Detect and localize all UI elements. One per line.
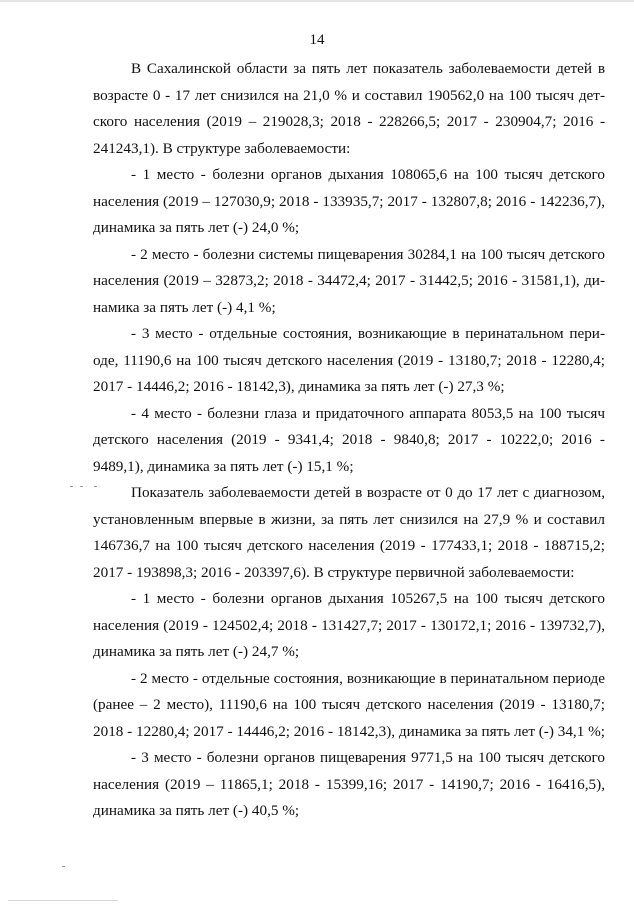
list-item-place-3-perinatal: - 3 место - отдельные состояния, возникающие в перинатальном периоде, 11190,6 на 100 тысяч детского населения (2019 - 13180,7; 2018 - 12280,4; 2017 - 14446,2; 2016 - 18142,3), динамика за пять лет (-) 27,3 %; xyxy=(93,325,605,395)
scan-edge-bottom xyxy=(8,900,118,901)
paragraph-overall-morbidity: В Сахалинской области за пять лет показатель заболеваемости детей в возрасте 0 - 17 лет снизился на 21,0 % и составил 190562,0 на 100 тысяч детского населения (2019 – 219028,3; 2018 - 228266,5; 2017 - 230904,7; 2016 - 241243,1). В структуре заболеваемости: xyxy=(93,60,605,157)
list-item-place-4-eye: - 4 место - болезни глаза и придаточного аппарата 8053,5 на 100 тысяч детского населения (2019 - 9341,4; 2018 - 9840,8; 2017 - 10222,0; 2016 - 9489,1), динамика за пять лет (-) 15,1 %; xyxy=(93,404,605,475)
scan-speck xyxy=(94,486,97,487)
paragraph-primary-morbidity: Показатель заболеваемости детей в возрасте от 0 до 17 лет с диагнозом, установленным впервые в жизни, за пять лет снизился на 27,9 % и составил 146736,7 на 100 тысяч детского населения (2019 - 177433,1; 2018 - 188715,2; 2017 - 193898,3; 2016 - 203397,6). В структуре первичной заболеваемости: xyxy=(93,484,605,581)
scan-speck xyxy=(70,486,73,487)
list-item-place-2-digestive: - 2 место - болезни системы пищеварения 30284,1 на 100 тысяч детского населения (2019 – 32873,2; 2018 - 34472,4; 2017 - 31442,5; 2016 - 31581,1), динамика за пять лет (-) 4,1 %; xyxy=(93,245,605,316)
scan-speck xyxy=(80,486,83,487)
scan-speck xyxy=(62,866,65,867)
list-item-place-1-respiratory: - 1 место - болезни органов дыхания 108065,6 на 100 тысяч детского населения (2019 – 127030,9; 2018 - 133935,7; 2017 - 132807,8; 2016 - 142236,7), динамика за пять лет (-) 24,0 %; xyxy=(93,166,605,236)
list-item-primary-place-1-respiratory: - 1 место - болезни органов дыхания 105267,5 на 100 тысяч детского населения (2019 - 124502,4; 2018 - 131427,7; 2017 - 130172,1; 2016 - 139732,7), динамика за пять лет (-) 24,7 %; xyxy=(93,590,605,660)
list-item-primary-place-2-perinatal: - 2 место - отдельные состояния, возникающие в перинатальном периоде (ранее – 2 место), 11190,6 на 100 тысяч детского населения (2019 - 13180,7; 2018 - 12280,4; 2017 - 14446,2; 2016 - 18142,3), динамика за пять лет (-) 34,1 %; xyxy=(93,669,605,740)
list-item-primary-place-3-digestive: - 3 место - болезни органов пищеварения 9771,5 на 100 тысяч детского населения (2019 – 11865,1; 2018 - 15399,16; 2017 - 14190,7; 2016 - 16416,5), динамика за пять лет (-) 40,5 %; xyxy=(93,749,605,819)
document-body xyxy=(93,56,605,825)
page-number: 14 xyxy=(309,32,325,48)
scan-edge-line xyxy=(0,0,634,2)
